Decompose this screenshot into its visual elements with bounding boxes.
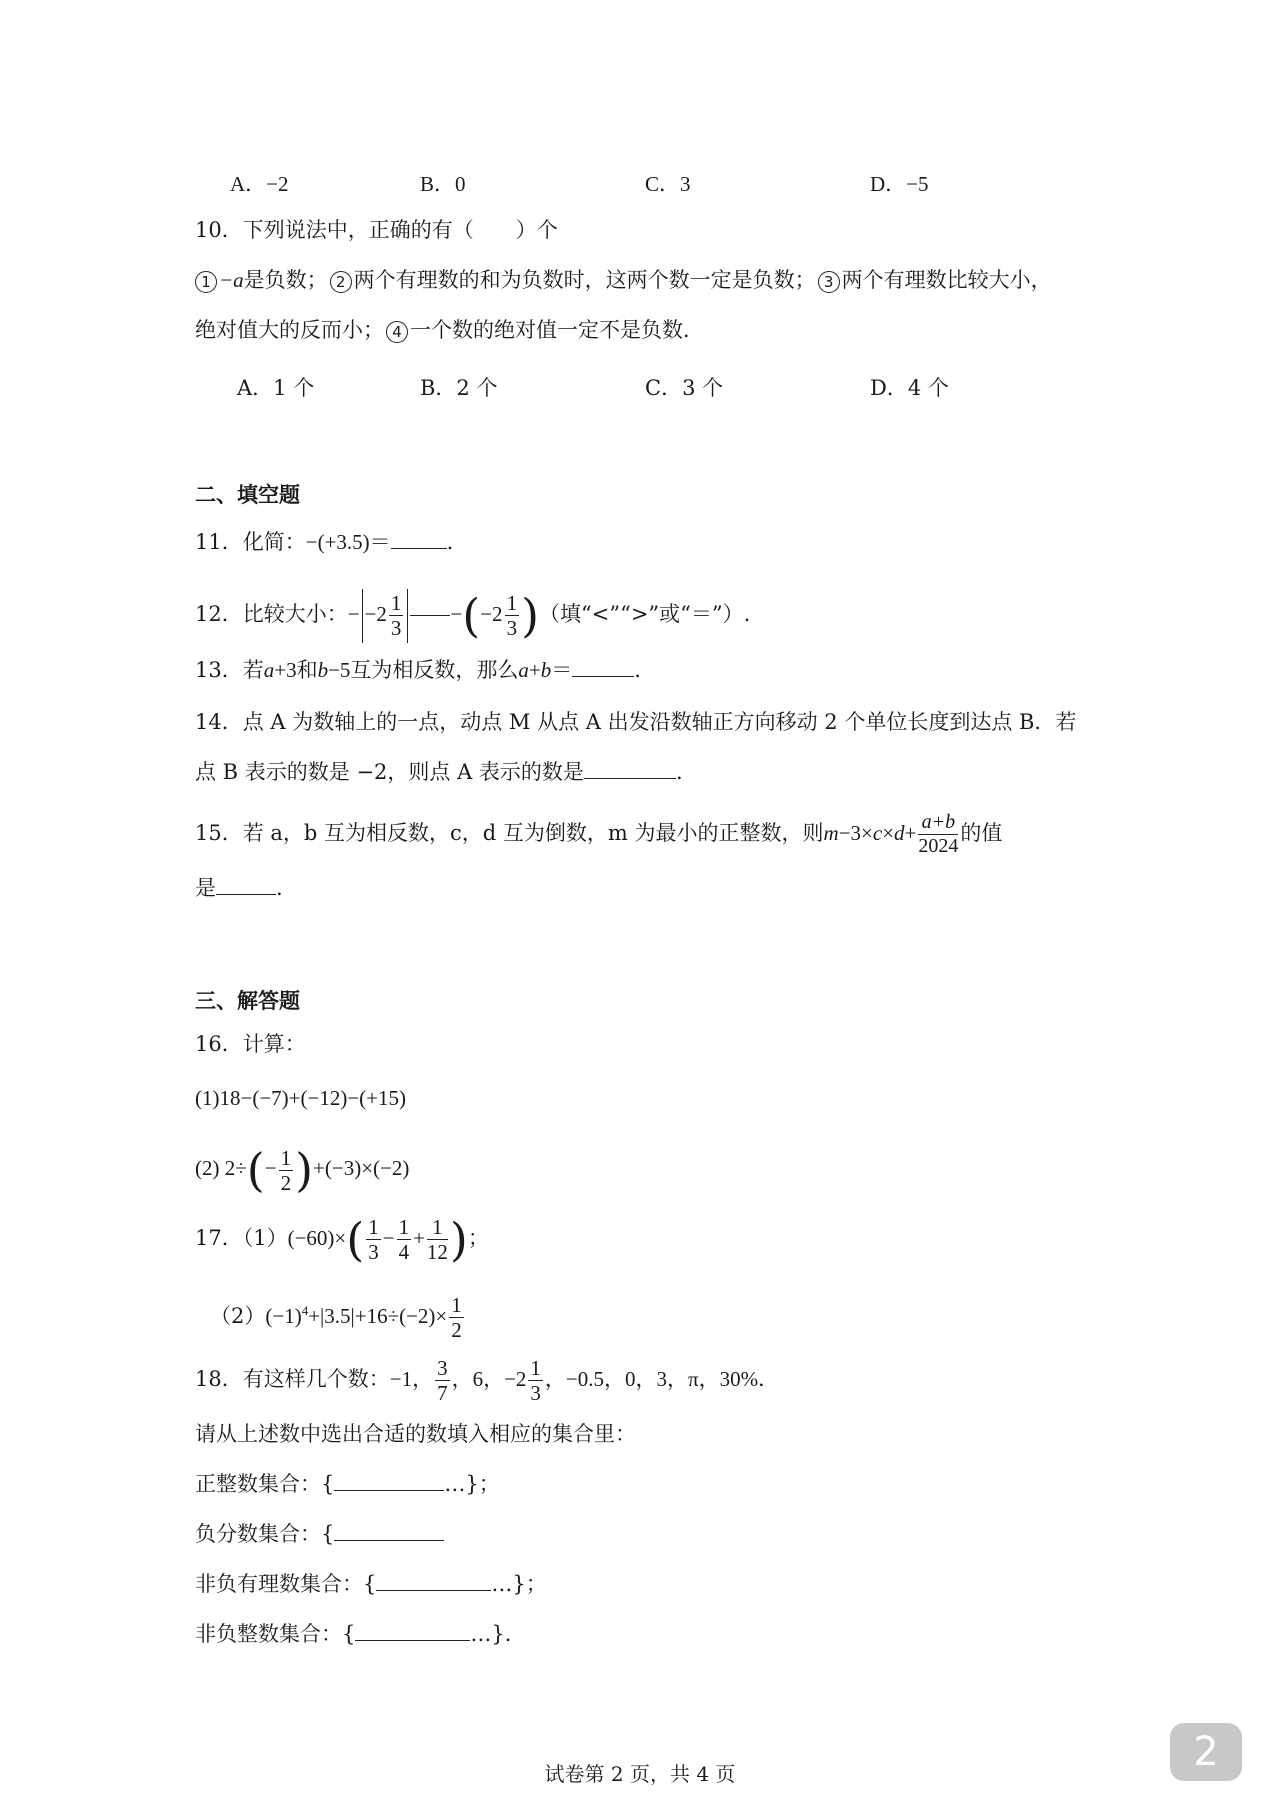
- circled-4-icon: 4: [386, 321, 408, 343]
- circled-3-icon: 3: [818, 271, 840, 293]
- q10-option-d: D．4 个: [870, 376, 949, 400]
- page-footer: 试卷第 2 页，共 4 页: [544, 1762, 736, 1786]
- set-positive-integers: 正整数集合：{ …}；: [195, 1472, 500, 1496]
- set-negative-fractions: 负分数集合：{: [195, 1522, 444, 1547]
- q16-part2: (2) 2÷(− $\frac{1}{2}$ )+(−3)×(−2): [195, 1143, 410, 1198]
- set-nonnegative-integers: 非负整数集合：{ …}.: [195, 1622, 512, 1646]
- q13: 13．若a+3和b−5互为相反数，那么a+b＝ .: [195, 658, 641, 682]
- q14-line1: 14．点 A 为数轴上的一点，动点 M 从点 A 出发沿数轴正方向移动 2 个单位长度到达点 B．若: [195, 710, 1077, 734]
- q10-stem: 10．下列说法中，正确的有（ ）个: [195, 218, 558, 242]
- q9-option-b: B．0: [420, 172, 466, 196]
- q9-option-d: D．−5: [870, 172, 929, 196]
- q10-statements-line2: 绝对值大的反而小； 4 一个数的绝对值一定不是负数．: [195, 318, 704, 342]
- q10-option-c: C．3 个: [645, 376, 724, 400]
- section2-title: 二、填空题: [195, 482, 300, 507]
- q9-option-c: C．3: [645, 172, 691, 196]
- q12: 12．比较大小：− −2 $\frac{1}{3}$ −(−2 $\frac{1}{3}$ )（填“<”“>”或“＝”）.: [195, 588, 751, 643]
- q10-statements-line1: 1 −a是负数； 2 两个有理数的和为负数时，这两个数一定是负数； 3 两个有理数比较大小，: [193, 268, 1052, 293]
- q15-line2: 是 .: [195, 876, 283, 900]
- q11: 11．化简：−(+3.5)＝ .: [195, 530, 454, 554]
- q18-numbers: 18．有这样几个数：−1， $\frac{3}{7}$ ，6，−2 $\frac{1}{3}$ ，−0.5，0，3，π，30%．: [195, 1355, 780, 1405]
- q14-line2: 点 B 表示的数是 −2，则点 A 表示的数是 .: [195, 760, 683, 784]
- q15-line1: 15．若 a，b 互为相反数，c，d 互为倒数，m 为最小的正整数，则m−3×c×d+ $\frac{a+b}{2024}$ 的值: [195, 811, 1003, 857]
- q16-part1: (1)18−(−7)+(−12)−(+15): [195, 1086, 407, 1110]
- q9-option-a: A．−2: [230, 172, 289, 196]
- q10-option-a: A．1 个: [237, 376, 315, 400]
- q10-option-b: B．2 个: [420, 376, 498, 400]
- q17-part2: $(2)(-1)^4+|3.5|+16\div(-2)\times$ $\frac{1}{2}$: [210, 1292, 462, 1342]
- circled-2-icon: 2: [330, 271, 352, 293]
- q17-part1: 17．（1）(−60)×( $\frac{1}{3}$ − $\frac{1}{4}$ + $\frac{1}{12}$ )；: [195, 1212, 489, 1267]
- q18-instruction: 请从上述数中选出合适的数填入相应的集合里：: [195, 1422, 636, 1446]
- set-nonnegative-rationals: 非负有理数集合：{ …}；: [195, 1572, 547, 1596]
- page-number-badge: 2: [1170, 1723, 1242, 1781]
- section3-title: 三、解答题: [195, 988, 300, 1013]
- circled-1-icon: 1: [195, 271, 217, 293]
- q16: 16．计算：: [195, 1032, 306, 1056]
